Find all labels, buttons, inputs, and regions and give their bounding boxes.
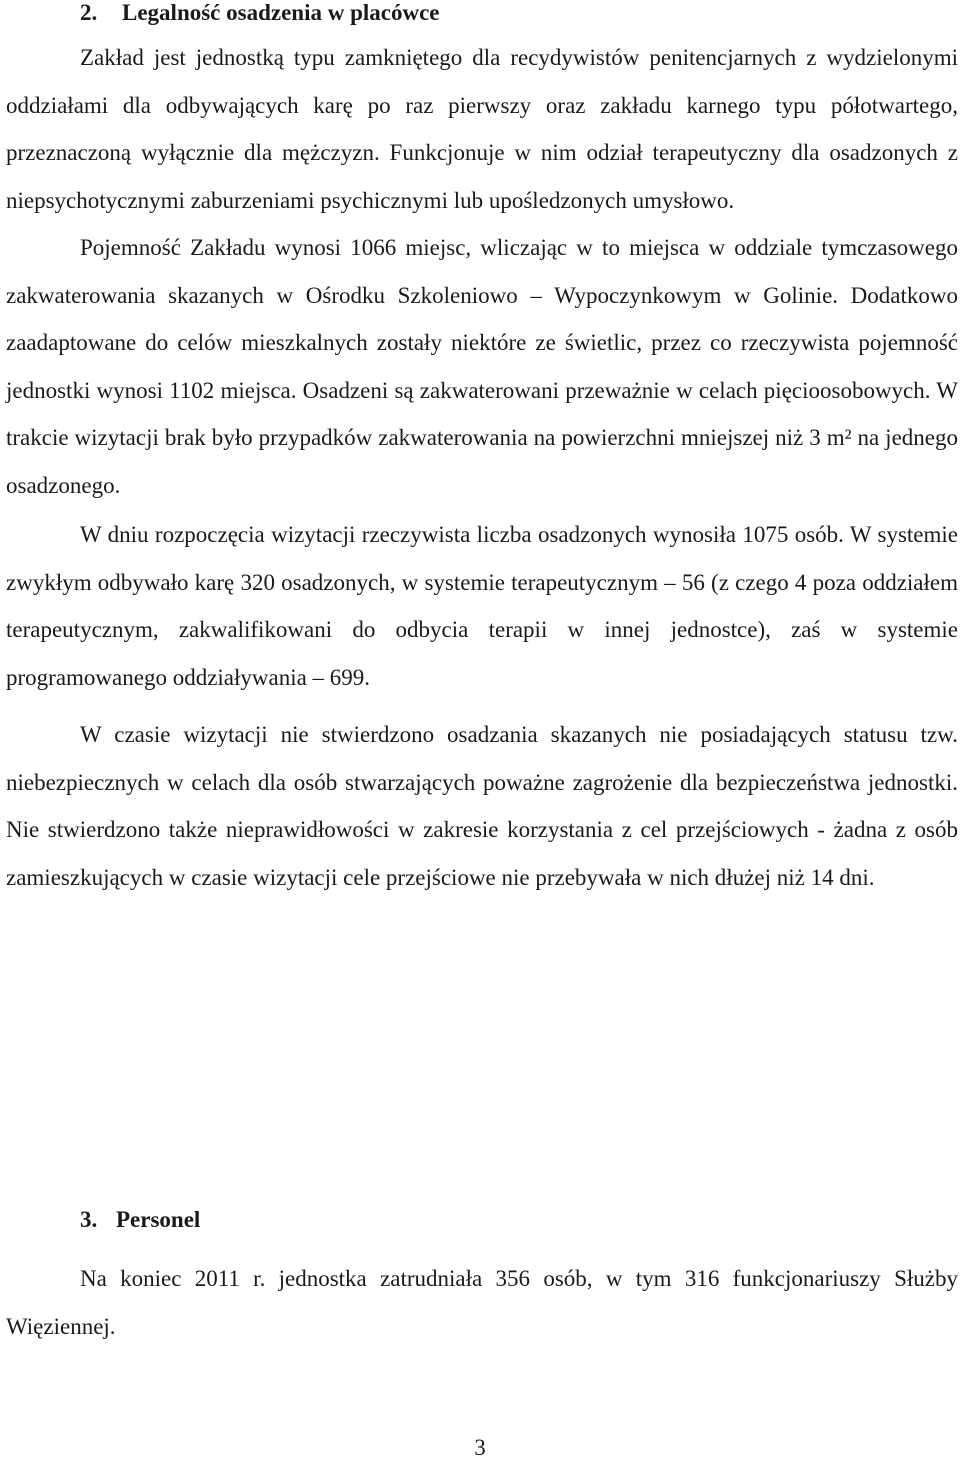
section-2-paragraph-2: Pojemność Zakładu wynosi 1066 miejsc, wliczając w to miejsca w oddziale tymczasowego zakwaterowania skazanych w Ośrodku Szkoleniowo – Wypoczynkowym w Golinie. Dodatkowo zaadaptowane do celów mieszkalnych zostały niektóre ze świetlic, przez co rzeczywista pojemność jednostki wynosi 1102 miejsca. Osadzeni są zakwaterowani przeważnie w celach pięcioosobowych. W trakcie wizytacji brak było przypadków zakwaterowania na powierzchni mniejszej niż 3 m² na jednego osadzonego.	[6, 235, 958, 498]
section-3-paragraph-1: Na koniec 2011 r. jednostka zatrudniała 356 osób, w tym 316 funkcjonariuszy Służby Więziennej.	[6, 1266, 958, 1339]
section-2-title: Legalność osadzenia w placówce	[122, 0, 440, 25]
section-2-paragraph-1: Zakład jest jednostką typu zamkniętego dla recydywistów penitencjarnych z wydzielonymi oddziałami dla odbywających karę po raz pierwszy oraz zakładu karnego typu półotwartego, przeznaczoną wyłącznie dla mężczyzn. Funkcjonuje w nim odział terapeutyczny dla osadzonych z niepsychotycznymi zaburzeniami psychicznymi lub upośledzonych umysłowo.	[6, 45, 958, 213]
section-3-number: 3.	[80, 1207, 98, 1232]
page-number: 3	[474, 1435, 486, 1460]
section-2-number: 2.	[80, 0, 98, 25]
document-page	[6, 0, 958, 1339]
section-3-title: Personel	[116, 1207, 201, 1232]
section-2-paragraph-4: W czasie wizytacji nie stwierdzono osadzania skazanych nie posiadających statusu tzw. niebezpiecznych w celach dla osób stwarzających poważne zagrożenie dla bezpieczeństwa jednostki. Nie stwierdzono także nieprawidłowości w zakresie korzystania z cel przejściowych - żadna z osób zamieszkujących w czasie wizytacji cele przejściowe nie przebywała w nich dłużej niż 14 dni.	[6, 722, 958, 890]
section-3-heading	[6, 1206, 200, 1234]
section-2-paragraph-3: W dniu rozpoczęcia wizytacji rzeczywista liczba osadzonych wynosiła 1075 osób. W systemie zwykłym odbywało karę 320 osadzonych, w systemie terapeutycznym – 56 (z czego 4 poza oddziałem terapeutycznym, zakwalifikowani do odbycia terapii w innej jednostce), zaś w systemie programowanego oddziaływania – 699.	[6, 522, 958, 690]
section-2-heading	[6, 0, 958, 27]
